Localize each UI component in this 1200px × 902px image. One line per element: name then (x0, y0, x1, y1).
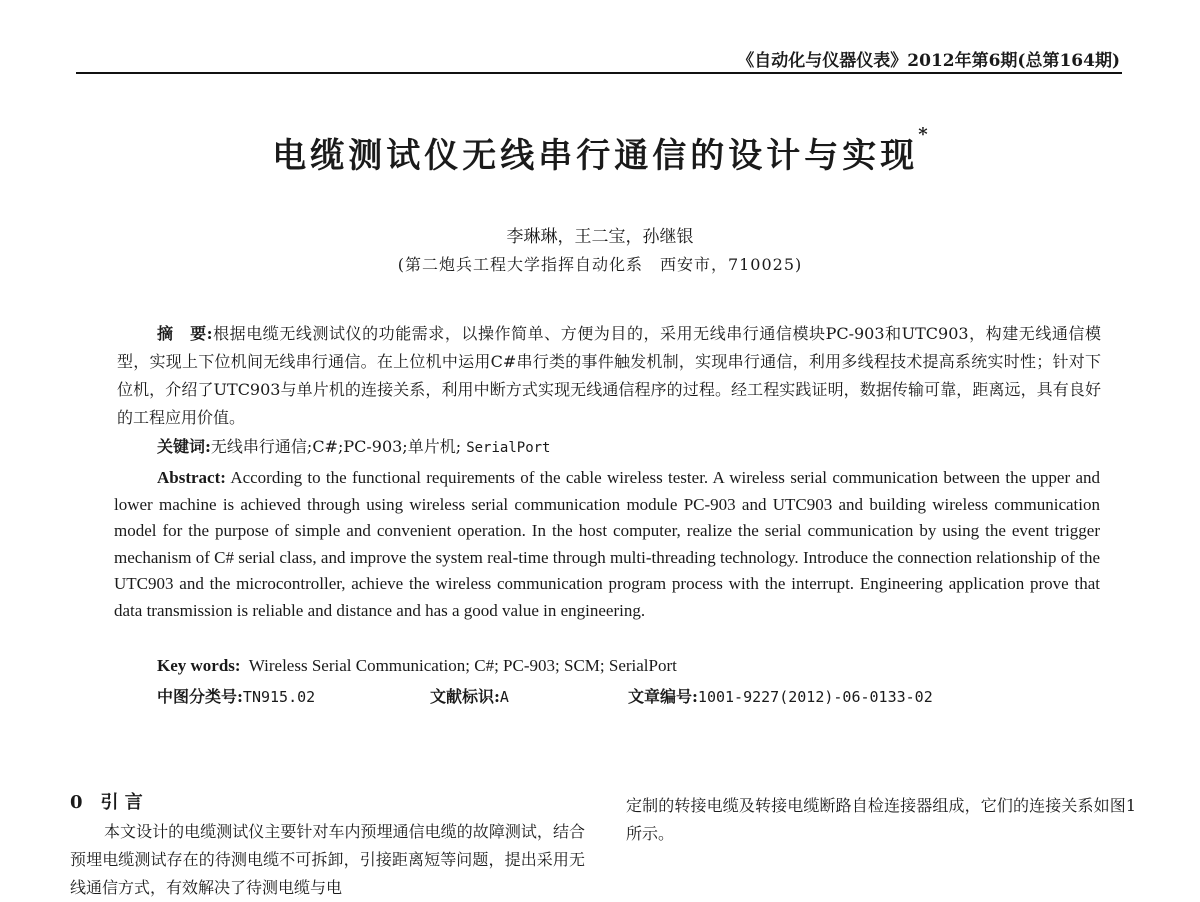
keywords-en (157, 656, 677, 676)
clc-value: TN915.02 (242, 688, 316, 706)
keywords-cn (157, 434, 550, 457)
keywords-cn-tail: SerialPort (466, 440, 551, 456)
keywords-cn-label: 关键词: (157, 437, 211, 456)
doc-code (430, 684, 509, 707)
body-left-column: 本文设计的电缆测试仪主要针对车内预埋通信电缆的故障测试，结合预埋电缆测试存在的待测电缆不可拆卸，引接距离短等问题，提出采用无线通信方式，有效解决了待测电缆与电 (70, 822, 585, 897)
paper-title-text: 电缆测试仪无线串行通信的设计与实现 (272, 136, 919, 176)
keywords-en-text: Wireless Serial Communication; C#; PC-903; SCM; SerialPort (248, 656, 677, 675)
abstract-cn-text: 根据电缆无线测试仪的功能需求，以操作简单、方便为目的，采用无线串行通信模块PC-903和UTC903，构建无线通信模型，实现上下位机间无线串行通信。在上位机中运用C#串行类的事件触发机制，实现串行通信，利用多线程技术提高系统实时性；针对下位机，介绍了UTC903与单片机的连接关系，利用中断方式实现无线通信程序的过程。经工程实践证明，数据传输可靠，距离远，具有良好的工程应用价值。 (117, 324, 1101, 427)
abstract-en-text: According to the functional requirements of the cable wireless tester. A wireless serial communication between the upper and lower machine is achieved through using wireless serial communication module PC-903 and UTC903 and building wireless communication model for the purpose of simple and convenient operation. In the host computer, realize the serial communication by using the event trigger mechanism of C# serial class, and improve the system real-time through multi-threading technology. Introduce the connection relationship of the UTC903 and the microcontroller, achieve the wireless communication program process with the interrupt. Engineering application prove that data transmission is reliable and distance and has a good value in engineering. (114, 468, 1101, 620)
keywords-cn-text: 无线串行通信;C#;PC-903;单片机; (210, 437, 462, 456)
clc-label: 中图分类号: (157, 687, 243, 706)
article-number-value: 1001-9227(2012)-06-0133-02 (697, 688, 933, 706)
abstract-cn (117, 320, 1101, 432)
paper-title (0, 124, 1200, 177)
section-heading-introduction: 0 引 言 (70, 792, 143, 813)
header-rule (76, 72, 1122, 74)
article-number (628, 684, 933, 707)
doc-code-value: A (499, 688, 509, 706)
clc-number (157, 684, 315, 707)
journal-header: 《自动化与仪器仪表》2012年第6期(总第164期) (737, 51, 1120, 71)
doc-code-label: 文献标识: (430, 687, 500, 706)
body-right-column: 定制的转接电缆及转接电缆断路自检连接器组成，它们的连接关系如图1所示。 (626, 796, 1136, 843)
abstract-en (114, 465, 1100, 624)
abstract-en-label: Abstract: (157, 468, 226, 487)
keywords-en-label: Key words: (157, 656, 241, 675)
affiliation: (第二炮兵工程大学指挥自动化系 西安市，710025) (397, 255, 803, 274)
authors: 李琳琳，王二宝，孙继银 (506, 227, 694, 247)
title-footnote-mark: * (918, 124, 928, 145)
abstract-cn-label: 摘 要: (157, 324, 213, 343)
article-number-label: 文章编号: (628, 687, 698, 706)
